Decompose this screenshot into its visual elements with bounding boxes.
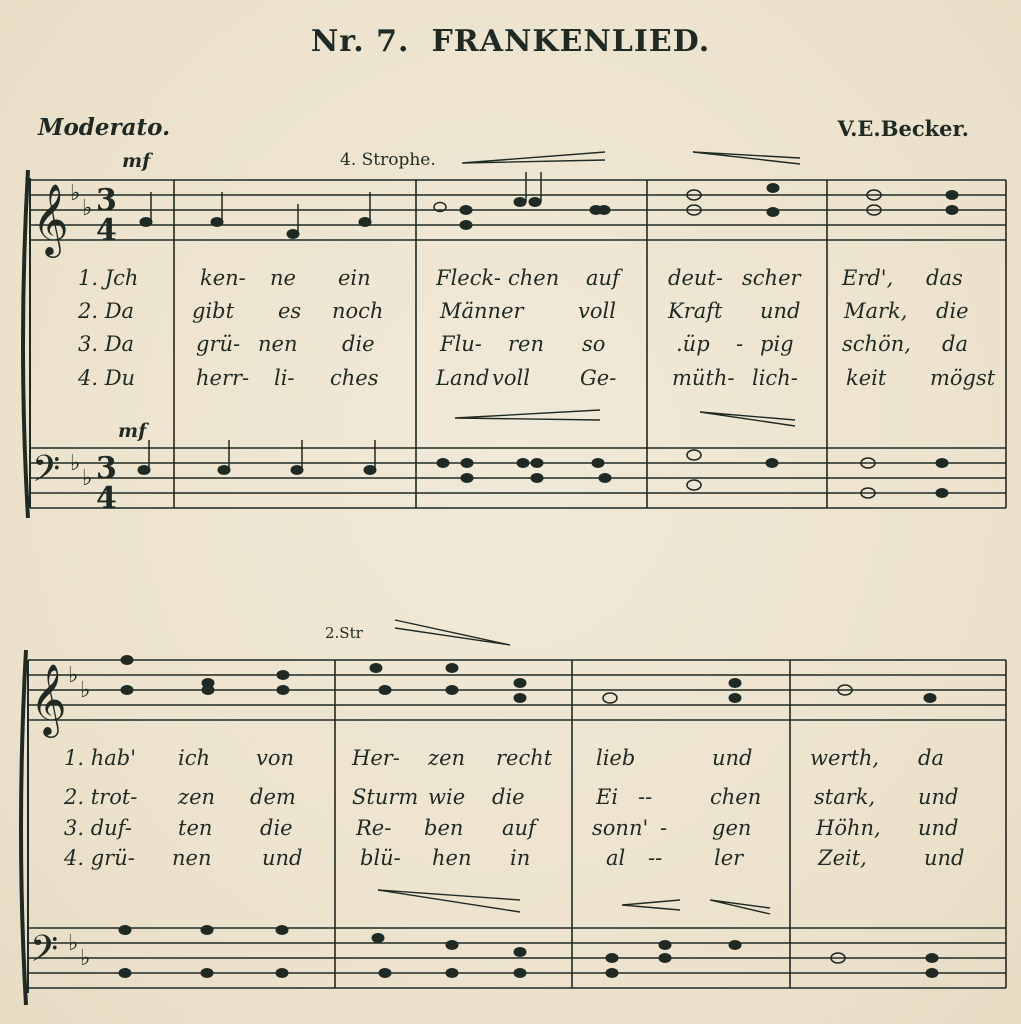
svg-text:𝄞: 𝄞	[30, 662, 67, 735]
song-name: FRANKENLIED	[431, 24, 699, 59]
dynamic-mf-bass-1: mf	[118, 420, 147, 442]
lyric: sonn'	[592, 816, 649, 840]
lyric: ten	[178, 816, 213, 840]
svg-text:♭: ♭	[80, 678, 91, 703]
lyric: zen	[178, 785, 216, 809]
svg-text:3: 3	[96, 451, 117, 486]
lyric: die	[936, 299, 969, 323]
lyric: werth,	[810, 746, 880, 770]
lyric: und	[712, 746, 753, 770]
svg-text:𝄞: 𝄞	[32, 182, 69, 255]
lyric: und	[918, 816, 959, 840]
svg-text:4: 4	[96, 481, 117, 516]
lyric: voll	[578, 299, 616, 323]
lyric: ben	[424, 816, 464, 840]
svg-text:𝄢: 𝄢	[30, 928, 59, 979]
lyric: auf	[586, 266, 620, 290]
svg-text:♭: ♭	[68, 663, 79, 688]
lyric: keit	[846, 366, 887, 390]
lyric: chen	[710, 785, 762, 809]
lyric: 3. Da	[78, 332, 135, 356]
dynamic-mf-treble-1: mf	[122, 150, 151, 172]
lyric: Ge-	[580, 366, 617, 390]
lyric: 4. grü-	[64, 846, 135, 870]
lyric: 2. trot-	[64, 785, 138, 809]
lyric: ler	[714, 846, 744, 870]
song-number: Nr. 7.	[310, 24, 410, 59]
lyric: --	[648, 846, 663, 870]
lyric: und	[760, 299, 801, 323]
lyric: die	[342, 332, 375, 356]
tempo-marking: Moderato.	[38, 114, 171, 141]
lyric: recht	[496, 746, 553, 770]
lyric: dem	[250, 785, 296, 809]
lyric: ne	[270, 266, 296, 290]
lyric: -	[660, 816, 668, 840]
lyric: gen	[712, 816, 752, 840]
lyric: --	[638, 785, 653, 809]
lyric: es	[278, 299, 302, 323]
title-period: .	[698, 24, 711, 59]
lyric: grü-	[196, 332, 241, 356]
lyric: scher	[742, 266, 801, 290]
lyric: al	[606, 846, 626, 870]
lyric: mögst	[930, 366, 996, 390]
strophe-mark-2: 2.Str	[325, 624, 363, 642]
svg-text:𝄢: 𝄢	[32, 448, 61, 499]
lyric: von	[256, 746, 295, 770]
lyric: müth-	[672, 366, 735, 390]
lyric: nen	[258, 332, 298, 356]
lyric: in	[510, 846, 531, 870]
lyric: da	[942, 332, 968, 356]
lyric: 3. duf-	[64, 816, 132, 840]
lyric: ken-	[200, 266, 246, 290]
lyric: da	[918, 746, 944, 770]
lyric: 4. Du	[78, 366, 136, 390]
lyric: so	[582, 332, 606, 356]
lyric: li-	[274, 366, 295, 390]
lyric: 2. Da	[78, 299, 135, 323]
lyric: .üp	[676, 332, 710, 356]
lyric: ein	[338, 266, 371, 290]
composer-name: V.E.Becker.	[837, 116, 969, 141]
lyric: ich	[178, 746, 211, 770]
lyric: 1. Jch	[78, 266, 139, 290]
svg-text:♭: ♭	[70, 451, 81, 476]
svg-text:3: 3	[96, 183, 117, 218]
strophe-mark-1: 4. Strophe.	[340, 150, 436, 170]
svg-text:♭: ♭	[70, 181, 81, 206]
lyric: chen	[508, 266, 560, 290]
lyric: 1. hab'	[64, 746, 136, 770]
lyric: zen	[428, 746, 466, 770]
lyric: schön,	[842, 332, 911, 356]
lyric: Ei	[596, 785, 619, 809]
lyric: Mark,	[844, 299, 908, 323]
lyric: herr-	[196, 366, 250, 390]
lyric: und	[924, 846, 965, 870]
lyric: Flu-	[440, 332, 482, 356]
lyric: noch	[332, 299, 384, 323]
lyric: nen	[172, 846, 212, 870]
lyric: lich-	[752, 366, 798, 390]
lyric: wie	[428, 785, 466, 809]
lyric: -	[736, 332, 744, 356]
lyric: Erd',	[842, 266, 894, 290]
lyric: das	[926, 266, 963, 290]
svg-text:♭: ♭	[82, 196, 93, 221]
lyric: Höhn,	[816, 816, 881, 840]
lyric: die	[260, 816, 293, 840]
lyric: lieb	[596, 746, 636, 770]
lyric: pig	[760, 332, 794, 356]
lyric: die	[492, 785, 525, 809]
lyric: stark,	[814, 785, 876, 809]
lyric: Land	[436, 366, 490, 390]
lyric: deut-	[668, 266, 723, 290]
lyric: blü-	[360, 846, 401, 870]
svg-text:♭: ♭	[82, 466, 93, 491]
svg-text:♭: ♭	[68, 931, 79, 956]
lyric: und	[918, 785, 959, 809]
lyric: und	[262, 846, 303, 870]
lyric: ren	[508, 332, 544, 356]
lyric: Zeit,	[818, 846, 867, 870]
lyric: Re-	[356, 816, 392, 840]
lyric: Männer	[440, 299, 524, 323]
lyric: Kraft	[668, 299, 723, 323]
lyric: gibt	[192, 299, 235, 323]
lyric: Fleck-	[436, 266, 501, 290]
svg-text:4: 4	[96, 213, 117, 248]
lyric: hen	[432, 846, 472, 870]
lyric: Her-	[352, 746, 400, 770]
svg-text:♭: ♭	[80, 946, 91, 971]
lyric: ches	[330, 366, 379, 390]
lyric: auf	[502, 816, 536, 840]
lyric: voll	[492, 366, 530, 390]
lyric: Sturm	[352, 785, 419, 809]
